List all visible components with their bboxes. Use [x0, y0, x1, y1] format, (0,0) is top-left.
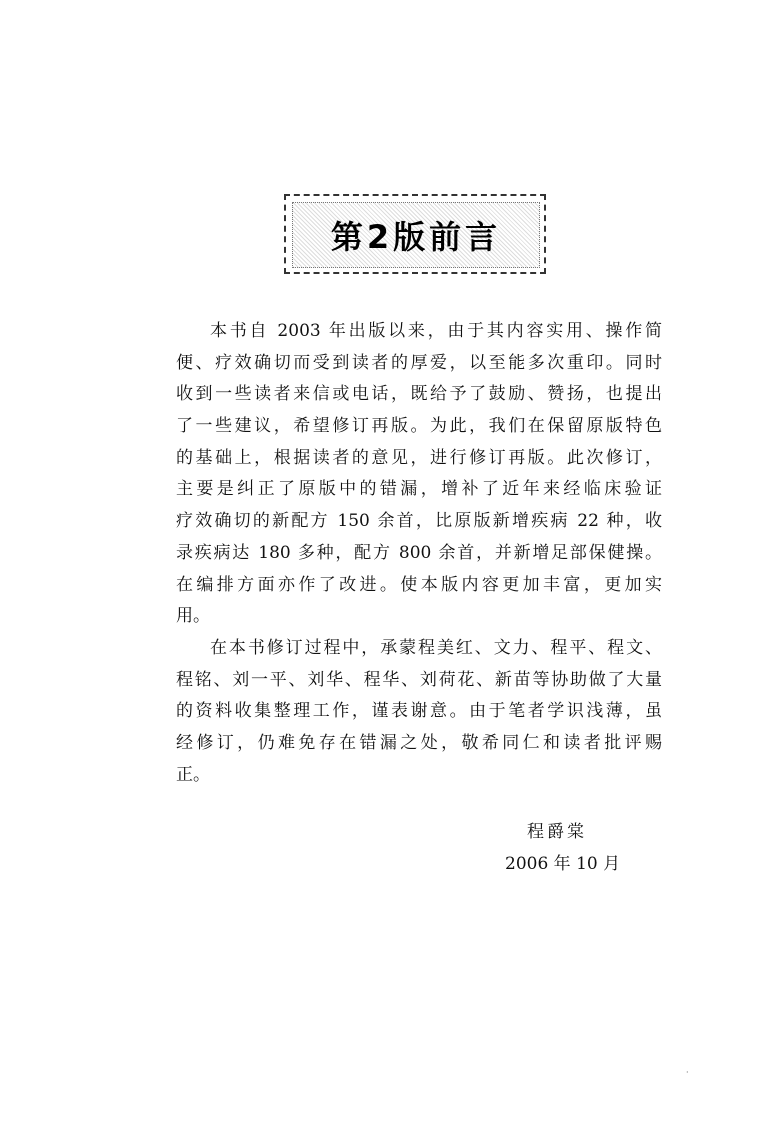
text-line: 疗效确切的新配方 150 余首，比原版新增疾病 22 种，收: [176, 511, 662, 532]
text-line: 的基础上，根据读者的意见，进行修订再版。此次修订，: [176, 447, 662, 468]
text-line: 程铭、刘一平、刘华、程华、刘荷花、新苗等协助做了大量: [176, 669, 662, 690]
title-background: [292, 202, 540, 268]
text-line: 收到一些读者来信或电话，既给予了鼓励、赞扬，也提出: [176, 384, 662, 405]
text-line: 用。: [176, 606, 210, 627]
text-line: 主要是纠正了原版中的错漏，增补了近年来经临床验证: [176, 479, 662, 500]
text-line: 便、疗效确切而受到读者的厚爱，以至能多次重印。同时: [176, 352, 662, 373]
text-line: 本书自 2003 年出版以来，由于其内容实用、操作简: [210, 321, 662, 341]
signature-author: 程爵棠: [527, 822, 587, 842]
preface-body: [176, 316, 662, 791]
text-line: 正。: [176, 764, 210, 785]
text-line: 录疾病达 180 多种，配方 800 余首，并新增足部保健操。: [176, 542, 662, 563]
text-line: 在编排方面亦作了改进。使本版内容更加丰富，更加实: [176, 574, 662, 595]
text-line: 在本书修订过程中，承蒙程美红、文力、程平、程文、: [210, 637, 662, 658]
page-title: 第2版前言: [330, 218, 502, 256]
text-line: 了一些建议，希望修订再版。为此，我们在保留原版特色: [176, 416, 662, 437]
text-line: 经修订，仍难免存在错漏之处，敬希同仁和读者批评赐: [176, 732, 662, 753]
scan-speck: ·: [686, 1068, 689, 1077]
signature-date: 2006 年 10 月: [505, 854, 621, 874]
text-line: 的资料收集整理工作，谨表谢意。由于笔者学识浅薄，虽: [176, 701, 662, 722]
title-box: [284, 194, 546, 274]
